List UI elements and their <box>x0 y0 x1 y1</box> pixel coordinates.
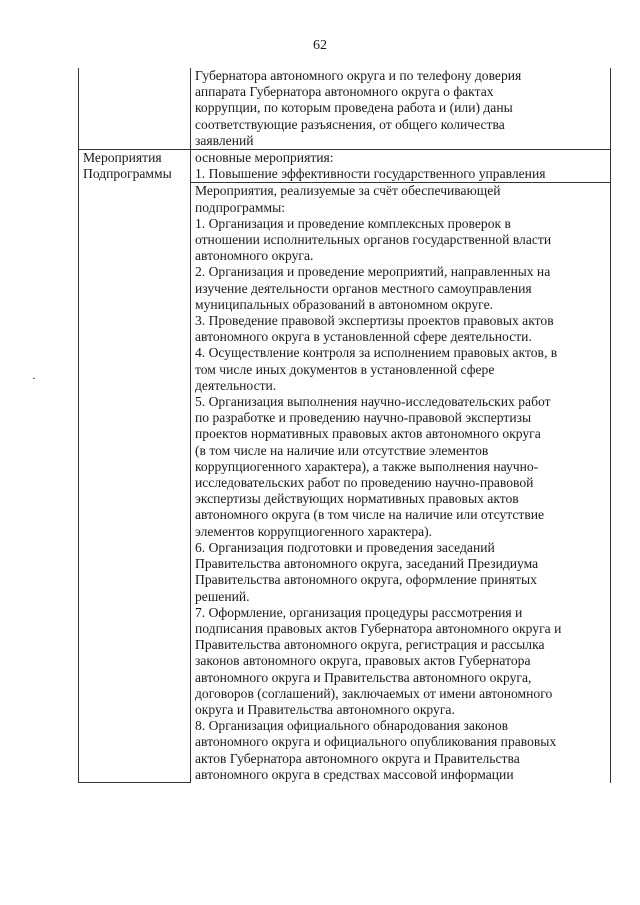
text-line: автономного округа и Правительства автономного округа, <box>195 669 532 685</box>
text-line: коррупции, по которым проведена работа и (или) даны <box>195 100 513 116</box>
text-line: проектов нормативных правовых актов автономного округа <box>195 426 541 442</box>
text-line: отношении исполнительных органов государственной власти <box>195 232 552 248</box>
text-line: 2. Организация и проведение мероприятий, направленных на <box>195 264 551 280</box>
page-number: 62 <box>313 38 327 53</box>
text-line: автономного округа (в том числе на наличие или отсутствие <box>195 507 545 523</box>
cell-continuation-text <box>191 68 611 150</box>
text-line: Губернатора автономного округа и по телефону доверия <box>195 68 522 83</box>
text-line: автономного округа и официального опубликования правовых <box>195 734 557 750</box>
table-row-measures <box>79 150 611 183</box>
text-line: Правительства автономного округа, регистрация и рассылка <box>195 637 545 653</box>
text-line: основные мероприятия: <box>195 150 334 166</box>
text-line: Мероприятия, реализуемые за счёт обеспечивающей <box>195 183 501 199</box>
text-line: по разработке и проведению научно-правовой экспертизы <box>195 410 532 426</box>
text-line: исследовательских работ по проведению научно-правовой <box>195 475 534 491</box>
text-line: (в том числе на наличие или отсутствие элементов <box>195 442 489 458</box>
label-line: Подпрограммы <box>83 166 172 182</box>
text-line: соответствующие разъяснения, от общего количества <box>195 116 505 132</box>
cell-empty-left <box>79 68 191 150</box>
text-line: решений. <box>195 588 250 604</box>
text-line: 8. Организация официального обнародования законов <box>195 718 509 734</box>
table-row-continuation <box>79 68 611 150</box>
text-line: экспертизы действующих нормативных правовых актов <box>195 491 519 507</box>
text-line: подписания правовых актов Губернатора автономного округа и <box>195 620 562 636</box>
text-line: автономного округа. <box>195 248 314 264</box>
text-line: аппарата Губернатора автономного округа о фактах <box>195 84 494 100</box>
text-line: 6. Организация подготовки и проведения заседаний <box>195 539 495 555</box>
text-line: том числе иных документов в установленной сфере <box>195 361 495 377</box>
text-line: Правительства автономного округа, заседаний Президиума <box>195 556 539 572</box>
label-line: Мероприятия <box>83 150 162 166</box>
cell-support-measures <box>191 183 611 783</box>
cell-measures-label <box>79 150 191 783</box>
text-line: Правительства автономного округа, оформление принятых <box>195 572 537 588</box>
text-line: подпрограммы: <box>195 199 285 215</box>
scan-mark <box>33 378 35 379</box>
text-line: автономного округа в установленной сфере деятельности. <box>195 329 532 345</box>
program-table <box>78 68 611 783</box>
text-line: муниципальных образований в автономном округе. <box>195 296 493 312</box>
text-line: законов автономного округа, правовых актов Губернатора <box>195 653 531 669</box>
text-line: 1. Повышение эффективности государственного управления <box>195 166 546 182</box>
text-line: заявлений <box>195 132 254 148</box>
text-line: 1. Организация и проведение комплексных проверок в <box>195 215 511 231</box>
text-line: изучение деятельности органов местного самоуправления <box>195 280 532 296</box>
text-line: коррупциогенного характера), а также выполнения научно- <box>195 458 539 474</box>
text-line: договоров (соглашений), заключаемых от имени автономного <box>195 685 553 701</box>
text-line: актов Губернатора автономного округа и Правительства <box>195 750 520 766</box>
cell-main-measures <box>191 150 611 183</box>
text-line: 7. Оформление, организация процедуры рассмотрения и <box>195 604 523 620</box>
text-line: деятельности. <box>195 377 277 393</box>
text-line: автономного округа в средствах массовой информации <box>195 766 514 782</box>
text-line: округа и Правительства автономного округа. <box>195 701 455 717</box>
text-line: 4. Осуществление контроля за исполнением правовых актов, в <box>195 345 558 361</box>
text-line: 3. Проведение правовой экспертизы проектов правовых актов <box>195 313 554 329</box>
text-line: 5. Организация выполнения научно-исследовательских работ <box>195 394 551 410</box>
text-line: элементов коррупциогенного характера). <box>195 523 433 539</box>
